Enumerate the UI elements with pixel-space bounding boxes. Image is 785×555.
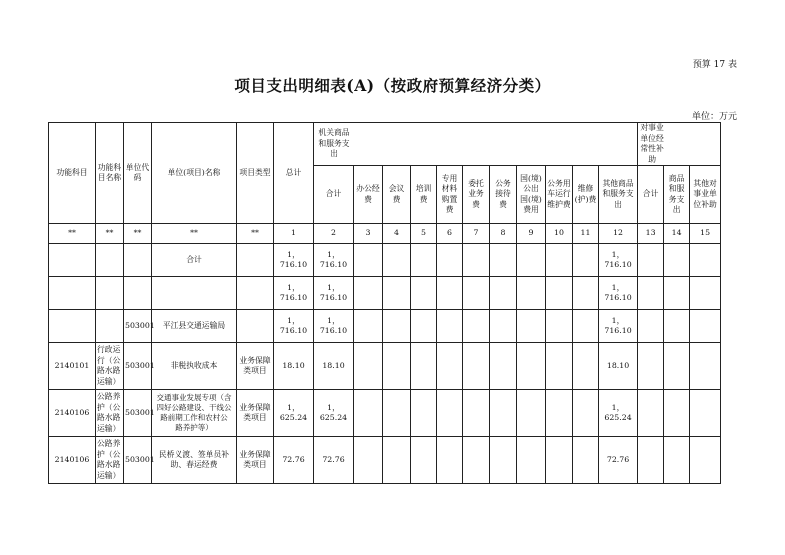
table-cell: 13 (638, 224, 664, 244)
table-row (49, 277, 721, 310)
table-cell (490, 390, 517, 437)
table-cell: 18.10 (314, 343, 354, 390)
table-cell: 非税执收成本 (152, 343, 237, 390)
table-cell: ** (237, 224, 274, 244)
table-cell: 12 (599, 224, 638, 244)
table-cell (517, 343, 546, 390)
table-cell (490, 244, 517, 277)
table-cell: 公路养 护（公 路水路 运输） (96, 437, 124, 484)
table-cell (638, 343, 664, 390)
table-row (49, 390, 721, 437)
table-cell (437, 437, 463, 484)
table-cell: 6 (437, 224, 463, 244)
header-g1-total: 合计 (314, 166, 354, 224)
table-cell (96, 310, 124, 343)
table-cell: 2140106 (49, 437, 96, 484)
table-cell (383, 437, 411, 484)
table-cell (463, 310, 490, 343)
table-cell (573, 277, 599, 310)
table-cell: 2140106 (49, 390, 96, 437)
header-office: 办公经 费 (354, 166, 383, 224)
table-cell (638, 390, 664, 437)
table-cell (664, 437, 690, 484)
table-cell (383, 390, 411, 437)
table-cell: 503001 (124, 437, 152, 484)
header-g2-goods: 商品 和服 务支 出 (664, 166, 690, 224)
page-id: 预算 17 表 (692, 60, 737, 70)
table-cell: ** (152, 224, 237, 244)
table-cell (517, 437, 546, 484)
table-cell: 14 (664, 224, 690, 244)
table-cell (411, 343, 437, 390)
header-unit-code: 单位代 码 (124, 123, 152, 224)
table-cell (411, 277, 437, 310)
table-cell (354, 437, 383, 484)
table-cell (463, 390, 490, 437)
table-cell (354, 343, 383, 390)
table-row (49, 437, 721, 484)
table-cell (517, 277, 546, 310)
index-row (49, 224, 721, 244)
table-cell (573, 437, 599, 484)
table-cell (411, 437, 437, 484)
header-g2-other: 其他对 事业单 位补助 (690, 166, 721, 224)
table-cell (354, 310, 383, 343)
table-cell: 72.76 (314, 437, 354, 484)
table-cell: 1，716.10 (274, 244, 314, 277)
table-cell: 民桥义渡、签单员补 助、春运经费 (152, 437, 237, 484)
table-cell (490, 277, 517, 310)
table-cell (437, 390, 463, 437)
table-cell (664, 390, 690, 437)
table-cell (354, 244, 383, 277)
header-project-type: 项目类型 (237, 123, 274, 224)
table-cell (96, 277, 124, 310)
table-cell (638, 437, 664, 484)
table-cell: 1，625.24 (314, 390, 354, 437)
table-cell (124, 277, 152, 310)
table-cell: 3 (354, 224, 383, 244)
table-cell: 1，625.24 (274, 390, 314, 437)
table-cell: 业务保障 类项目 (237, 437, 274, 484)
table-cell (546, 310, 573, 343)
table-cell: ** (124, 224, 152, 244)
table-row (49, 310, 721, 343)
table-cell (690, 343, 721, 390)
header-abroad: 国(境)公出 国(境) 费用 (517, 166, 546, 224)
unit-label: 单位：万元 (691, 112, 737, 122)
table-cell (152, 277, 237, 310)
table-cell (383, 277, 411, 310)
table-cell (411, 390, 437, 437)
table-cell: 11 (573, 224, 599, 244)
table-cell (546, 277, 573, 310)
table-cell: 503001 (124, 390, 152, 437)
table-cell (354, 277, 383, 310)
table-cell: 7 (463, 224, 490, 244)
table-cell: 1，716.10 (314, 277, 354, 310)
table-cell: 72.76 (599, 437, 638, 484)
table-cell (383, 343, 411, 390)
table-cell: 合计 (152, 244, 237, 277)
table-row (49, 343, 721, 390)
header-training: 培训 费 (411, 166, 437, 224)
table-cell (354, 390, 383, 437)
table-cell: 15 (690, 224, 721, 244)
table-cell (690, 310, 721, 343)
table-cell (49, 310, 96, 343)
table-cell: 1，716.10 (314, 310, 354, 343)
table-cell (237, 244, 274, 277)
table-cell (638, 244, 664, 277)
page-title: 项目支出明细表(A)（按政府预算经济分类） (234, 76, 551, 95)
table-cell (411, 244, 437, 277)
table-cell (546, 390, 573, 437)
table-cell (383, 310, 411, 343)
table-cell: 10 (546, 224, 573, 244)
header-group-subsidy (638, 123, 721, 166)
table-cell (546, 343, 573, 390)
table-cell (690, 437, 721, 484)
table-cell (690, 244, 721, 277)
table-cell (690, 390, 721, 437)
table-cell: 业务保障 类项目 (237, 390, 274, 437)
header-g2-total: 合计 (638, 166, 664, 224)
table-cell (463, 277, 490, 310)
table-cell: 平江县交通运输局 (152, 310, 237, 343)
table-cell: ** (49, 224, 96, 244)
table-cell (546, 437, 573, 484)
table-cell: 1，716.10 (314, 244, 354, 277)
table-cell: 1 (274, 224, 314, 244)
table-cell (383, 244, 411, 277)
header-repair: 维修 (护)费 (573, 166, 599, 224)
table-cell: 503001 (124, 343, 152, 390)
table-cell: 72.76 (274, 437, 314, 484)
table-cell: 交通事业发展专项（含 四好公路建设、干线公 路前期工作和农村公 路养护等） (152, 390, 237, 437)
table-cell: 1，716.10 (599, 310, 638, 343)
header-outsourced: 委托 业务 费 (463, 166, 490, 224)
header-group-goods-services-label: 机关商品 和服务支 出 (318, 128, 350, 159)
table-cell: 2 (314, 224, 354, 244)
budget-table (48, 122, 721, 484)
table-cell (517, 390, 546, 437)
table-cell (237, 277, 274, 310)
table-cell: 18.10 (599, 343, 638, 390)
table-cell (517, 244, 546, 277)
table-cell (437, 244, 463, 277)
table-cell (664, 343, 690, 390)
table-cell (49, 244, 96, 277)
table-cell (463, 437, 490, 484)
table-cell: ** (96, 224, 124, 244)
table-cell: 2140101 (49, 343, 96, 390)
table-cell (411, 310, 437, 343)
table-cell (638, 277, 664, 310)
table-cell (463, 244, 490, 277)
table-cell: 9 (517, 224, 546, 244)
table-cell: 5 (411, 224, 437, 244)
table-cell: 18.10 (274, 343, 314, 390)
table-cell: 4 (383, 224, 411, 244)
table-cell: 503001 (124, 310, 152, 343)
header-meeting: 会议 费 (383, 166, 411, 224)
header-func-name: 功能科 目名称 (96, 123, 124, 224)
header-group-subsidy-label: 对事业 单位经 常性补 助 (640, 123, 664, 164)
table-cell (490, 343, 517, 390)
header-total: 总计 (274, 123, 314, 224)
table-cell: 8 (490, 224, 517, 244)
table-row (49, 244, 721, 277)
table-cell (490, 437, 517, 484)
table-cell (463, 343, 490, 390)
header-group-goods-services (314, 123, 638, 166)
table-cell (573, 310, 599, 343)
header-reception: 公务 接待 费 (490, 166, 517, 224)
header-unit-name: 单位(项目)名称 (152, 123, 237, 224)
table-cell: 1，716.10 (599, 244, 638, 277)
table-cell (96, 244, 124, 277)
table-cell (49, 277, 96, 310)
table-cell (237, 310, 274, 343)
table-cell (490, 310, 517, 343)
table-cell (124, 244, 152, 277)
table-cell (664, 310, 690, 343)
header-other-goods: 其他商品 和服务支 出 (599, 166, 638, 224)
table-cell: 1，716.10 (274, 310, 314, 343)
table-cell: 1，716.10 (599, 277, 638, 310)
header-vehicle: 公务用 车运行 维护费 (546, 166, 573, 224)
table-cell (437, 277, 463, 310)
table-cell: 1，625.24 (599, 390, 638, 437)
header-func-code: 功能科目 (49, 123, 96, 224)
table-cell (664, 244, 690, 277)
table-cell (573, 244, 599, 277)
table-cell (517, 310, 546, 343)
table-cell: 业务保障 类项目 (237, 343, 274, 390)
table-cell: 行政运 行（公 路水路 运输） (96, 343, 124, 390)
table-cell: 1，716.10 (274, 277, 314, 310)
table-cell: 公路养 护（公 路水路 运输） (96, 390, 124, 437)
table-cell (573, 390, 599, 437)
table-cell (437, 310, 463, 343)
table-cell (638, 310, 664, 343)
table-cell (690, 277, 721, 310)
table-cell (546, 244, 573, 277)
table-cell (664, 277, 690, 310)
table-cell (437, 343, 463, 390)
table-cell (573, 343, 599, 390)
header-materials: 专用 材料 购置 费 (437, 166, 463, 224)
